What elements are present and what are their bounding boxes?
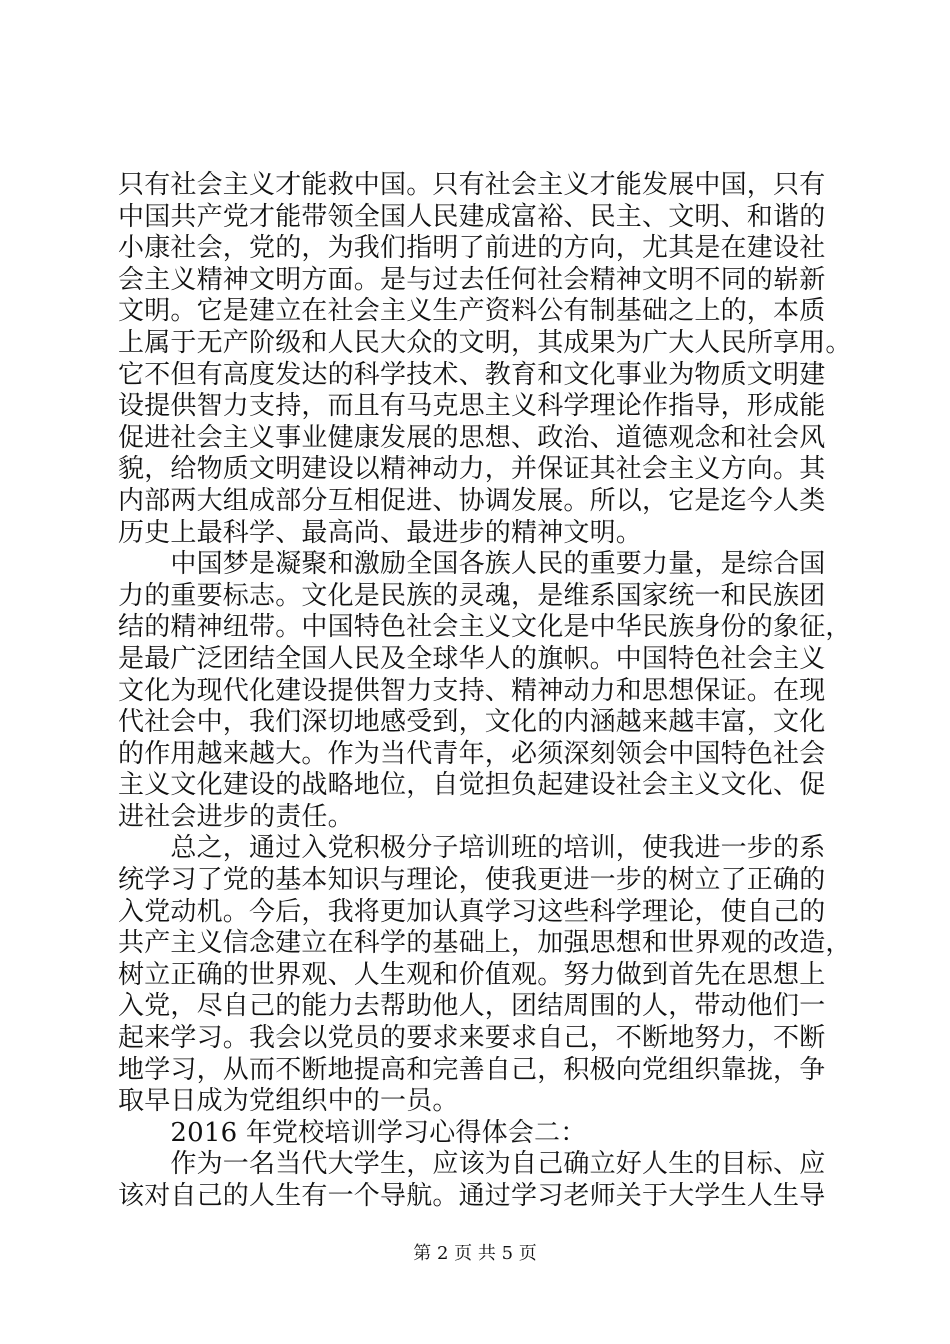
text-line: 中国共产党才能带领全国人民建成富裕、民主、文明、和谐的 <box>118 201 826 232</box>
text-line: 总之，通过入党积极分子培训班的培训，使我进一步的系 <box>118 833 826 864</box>
text-line: 共产主义信念建立在科学的基础上，加强思想和世界观的改造， <box>118 928 852 959</box>
text-line: 地学习，从而不断地提高和完善自己，积极向党组织靠拢，争 <box>118 1054 826 1085</box>
text-line: 小康社会，党的，为我们指明了前进的方向，尤其是在建设社 <box>118 233 826 264</box>
text-line: 代社会中，我们深切地感受到，文化的内涵越来越丰富，文化 <box>118 707 826 738</box>
section-heading: 2016 年党校培训学习心得体会二： <box>118 1117 587 1148</box>
text-line: 文明。它是建立在社会主义生产资料公有制基础之上的，本质 <box>118 296 826 327</box>
text-line: 是最广泛团结全国人民及全球华人的旗帜。中国特色社会主义 <box>118 643 826 674</box>
text-line: 貌，给物质文明建设以精神动力，并保证其社会主义方向。其 <box>118 454 826 485</box>
text-line: 设提供智力支持，而且有马克思主义科学理论作指导，形成能 <box>118 391 826 422</box>
text-line: 该对自己的人生有一个导航。通过学习老师关于大学生人生导 <box>118 1181 826 1211</box>
text-line: 入党动机。今后，我将更加认真学习这些科学理论，使自己的 <box>118 896 826 927</box>
text-line: 主义文化建设的战略地位，自觉担负起建设社会主义文化、促 <box>118 770 826 801</box>
page-footer: 第 2 页 共 5 页 <box>413 1243 537 1264</box>
text-line: 历史上最科学、最高尚、最进步的精神文明。 <box>118 517 643 548</box>
text-line: 会主义精神文明方面。是与过去任何社会精神文明不同的崭新 <box>118 264 826 295</box>
text-line: 统学习了党的基本知识与理论，使我更进一步的树立了正确的 <box>118 865 826 896</box>
text-line: 的作用越来越大。作为当代青年，必须深刻领会中国特色社会 <box>118 738 826 769</box>
text-line: 上属于无产阶级和人民大众的文明，其成果为广大人民所享用。 <box>118 327 852 358</box>
text-line: 内部两大组成部分互相促进、协调发展。所以，它是迄今人类 <box>118 485 826 516</box>
text-line: 结的精神纽带。中国特色社会主义文化是中华民族身份的象征， <box>118 612 852 643</box>
text-line: 中国梦是凝聚和激励全国各族人民的重要力量，是综合国 <box>118 549 826 580</box>
text-line: 起来学习。我会以党员的要求来要求自己，不断地努力，不断 <box>118 1023 826 1054</box>
text-line: 力的重要标志。文化是民族的灵魂，是维系国家统一和民族团 <box>118 580 826 611</box>
body-text <box>118 170 852 1213</box>
text-line: 只有社会主义才能救中国。只有社会主义才能发展中国，只有 <box>118 170 826 200</box>
text-line: 促进社会主义事业健康发展的思想、政治、道德观念和社会风 <box>118 422 826 453</box>
text-line: 它不但有高度发达的科学技术、教育和文化事业为物质文明建 <box>118 359 826 390</box>
text-line: 进社会进步的责任。 <box>118 801 354 832</box>
text-line: 树立正确的世界观、人生观和价值观。努力做到首先在思想上 <box>118 959 826 990</box>
text-line: 作为一名当代大学生，应该为自己确立好人生的目标、应 <box>118 1149 826 1180</box>
text-line: 文化为现代化建设提供智力支持、精神动力和思想保证。在现 <box>118 675 826 706</box>
text-line: 入党，尽自己的能力去帮助他人，团结周围的人，带动他们一 <box>118 991 826 1022</box>
text-line: 取早日成为党组织中的一员。 <box>118 1086 459 1117</box>
